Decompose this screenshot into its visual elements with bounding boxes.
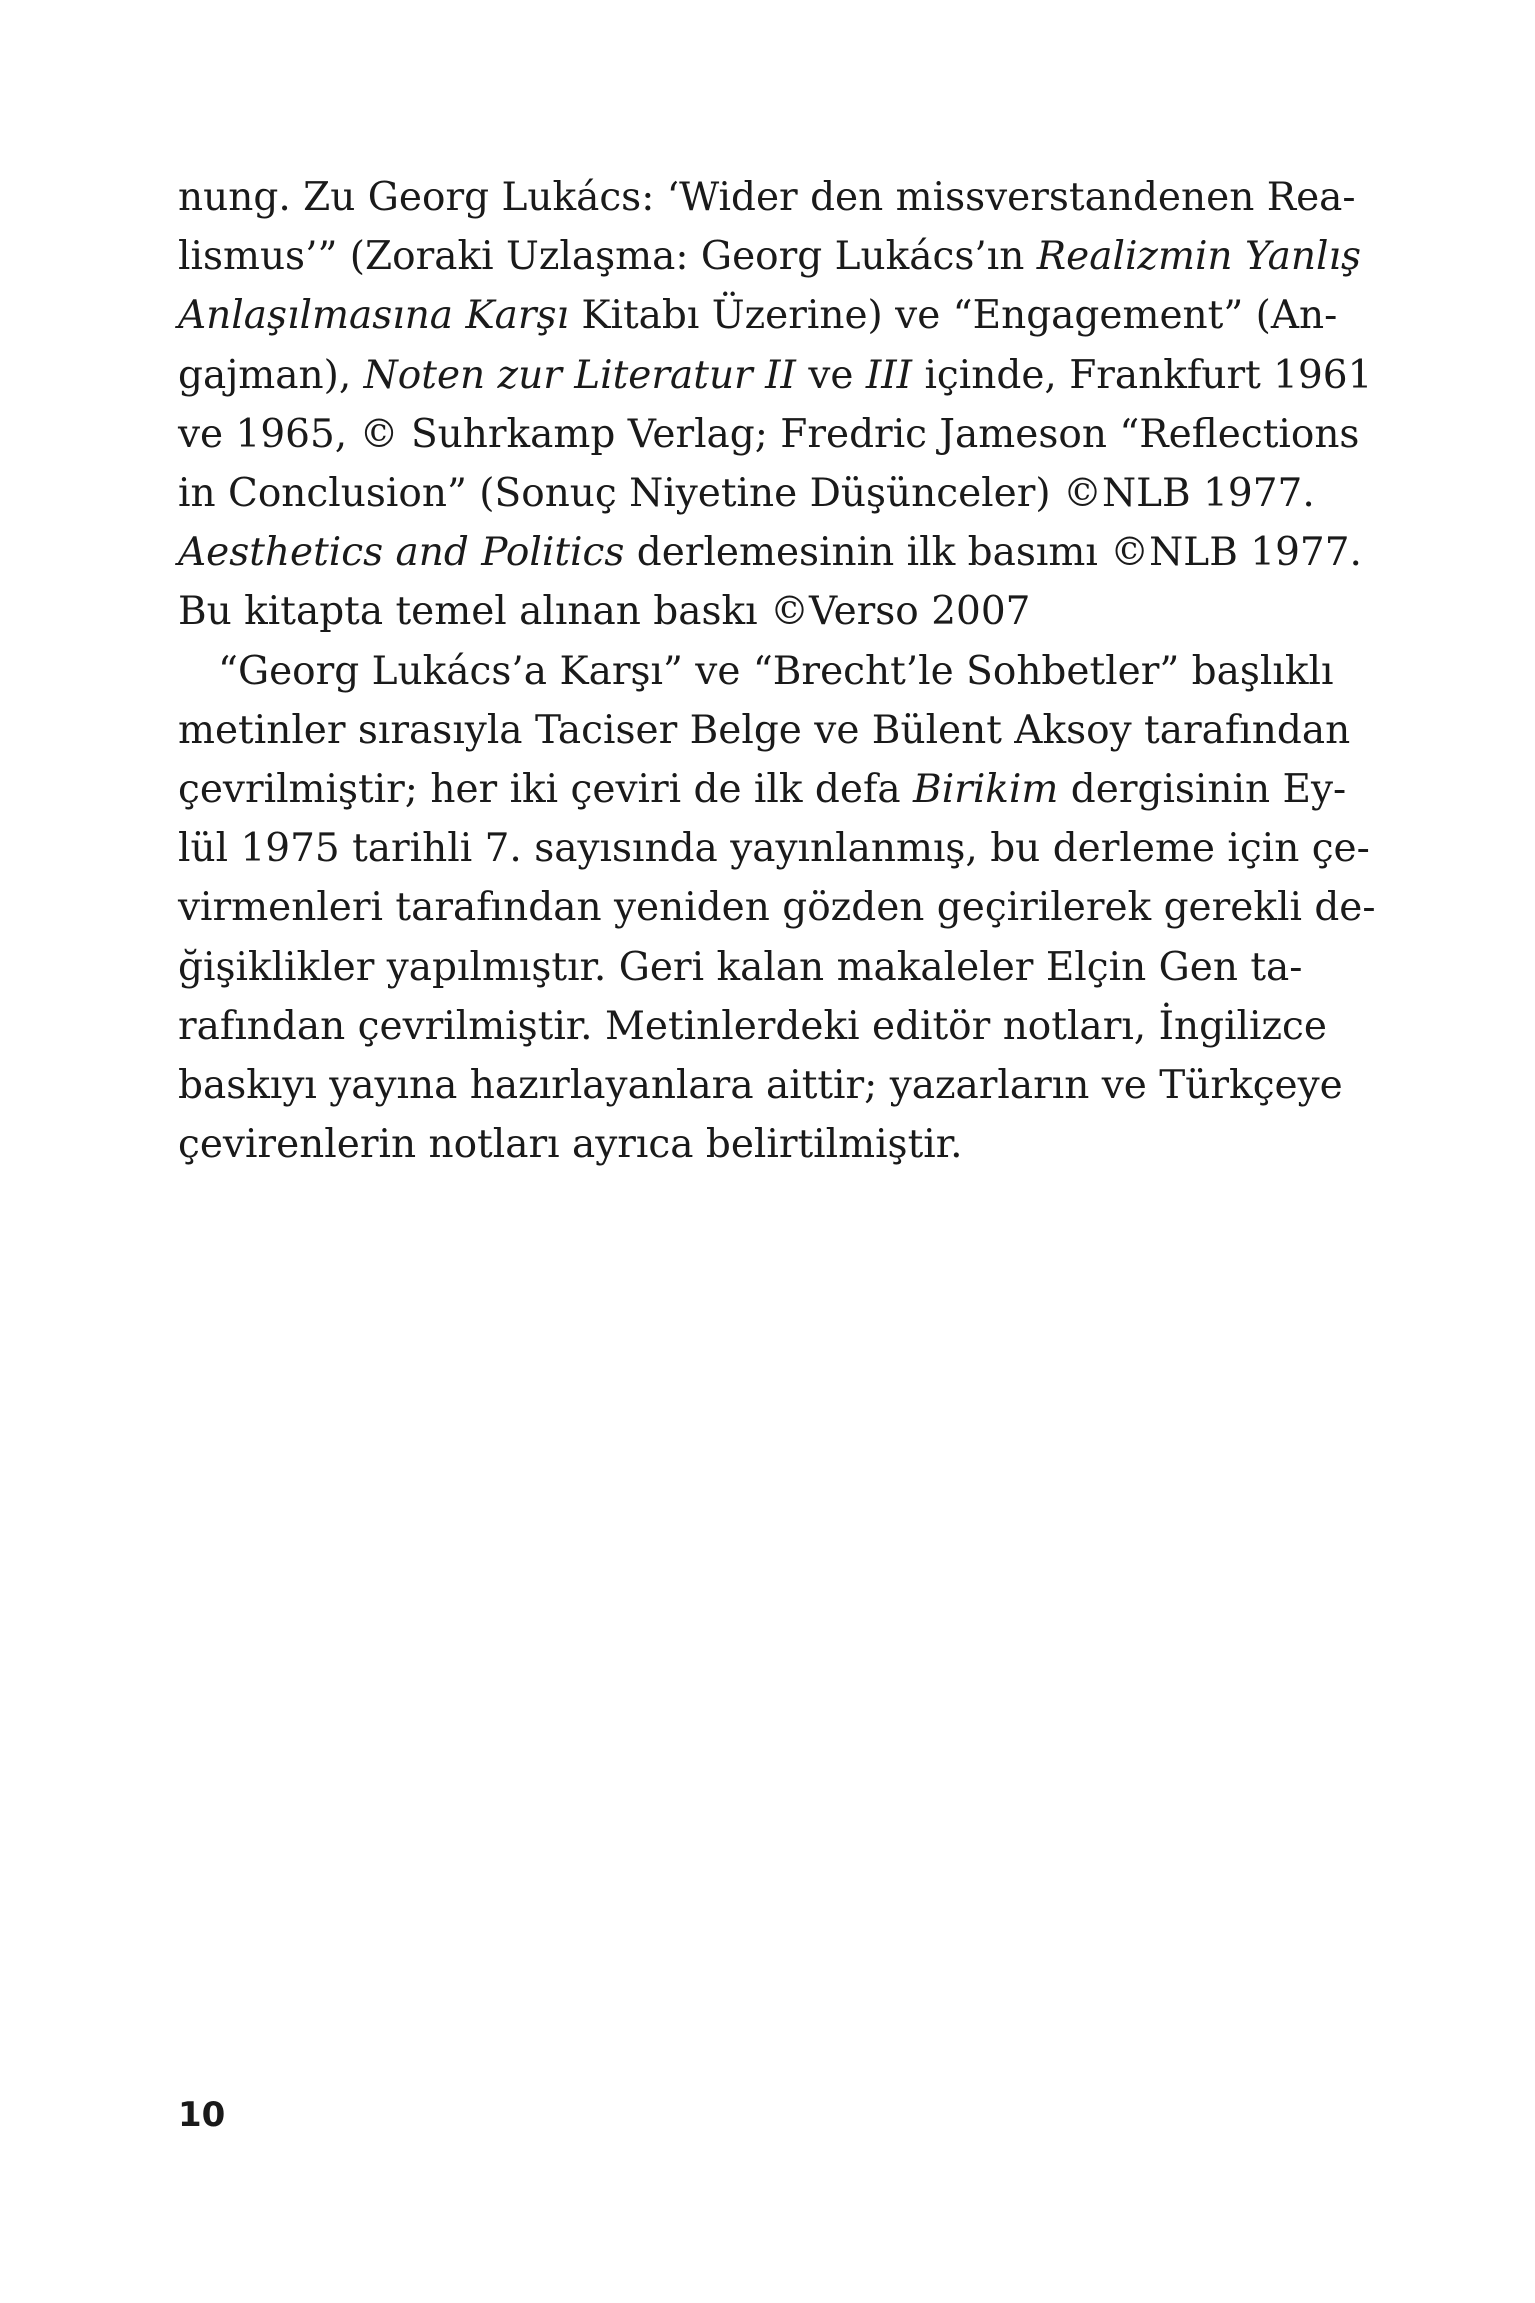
text-line: metinler sırasıyla Taciser Belge ve Bülent Aksoy tarafından [178, 707, 1351, 753]
text-line [178, 227, 1361, 286]
text-line: çevirenlerin notları ayrıca belirtilmiştir. [178, 1122, 963, 1168]
book-title: Realizmin Yanlış [1036, 234, 1361, 280]
text-run: Kitabı Üzerine) ve “Engagement” (An- [568, 293, 1338, 339]
text-run: çevrilmiştir; her iki çeviri de ilk defa [178, 767, 914, 813]
text-run: ve [795, 352, 866, 398]
journal-title: Birikim [913, 767, 1059, 813]
text-line [178, 346, 1373, 405]
text-line: lül 1975 tarihli 7. sayısında yayınlanmış, bu derleme için çe- [178, 826, 1370, 872]
text-run: dergisinin Ey- [1058, 767, 1347, 813]
text-line: rafından çevrilmiştir. Metinlerdeki editör notları, İngilizce [178, 1003, 1327, 1049]
copyright-paragraph [178, 168, 1373, 642]
translation-paragraph [178, 642, 1376, 1175]
text-line: “Georg Lukács’a Karşı” ve “Brecht’le Sohbetler” başlıklı [218, 648, 1334, 694]
book-title: Aesthetics and Politics [178, 530, 625, 576]
text-line: nung. Zu Georg Lukács: ‘Wider den missverstandenen Rea- [178, 175, 1356, 220]
text-line: baskıyı yayına hazırlayanlara aittir; yazarların ve Türkçeye [178, 1063, 1343, 1109]
text-run: lismus’” (Zoraki Uzlaşma: Georg Lukács’ın [178, 234, 1037, 280]
text-line: Bu kitapta temel alınan baskı ©Verso 2007 [178, 589, 1031, 635]
text-line [178, 286, 1338, 345]
book-title: Noten zur Literatur II [363, 352, 796, 398]
text-line: ğişiklikler yapılmıştır. Geri kalan makaleler Elçin Gen ta- [178, 944, 1303, 990]
text-run: gajman), [178, 352, 364, 398]
text-run: derlemesinin ilk basımı ©NLB 1977. [624, 530, 1362, 576]
text-line [178, 523, 1362, 582]
book-title: III [865, 352, 913, 398]
page-number: 10 [178, 2095, 226, 2135]
text-line: ve 1965, © Suhrkamp Verlag; Fredric Jameson “Reflections [178, 411, 1360, 457]
text-run: içinde, Frankfurt 1961 [912, 352, 1373, 398]
text-line: virmenleri tarafından yeniden gözden geçirilerek gerekli de- [178, 885, 1376, 931]
text-line: in Conclusion” (Sonuç Niyetine Düşünceler) ©NLB 1977. [178, 471, 1315, 517]
text-line [178, 760, 1347, 819]
body-text [178, 168, 1376, 1174]
book-title: Anlaşılmasına Karşı [178, 293, 569, 339]
